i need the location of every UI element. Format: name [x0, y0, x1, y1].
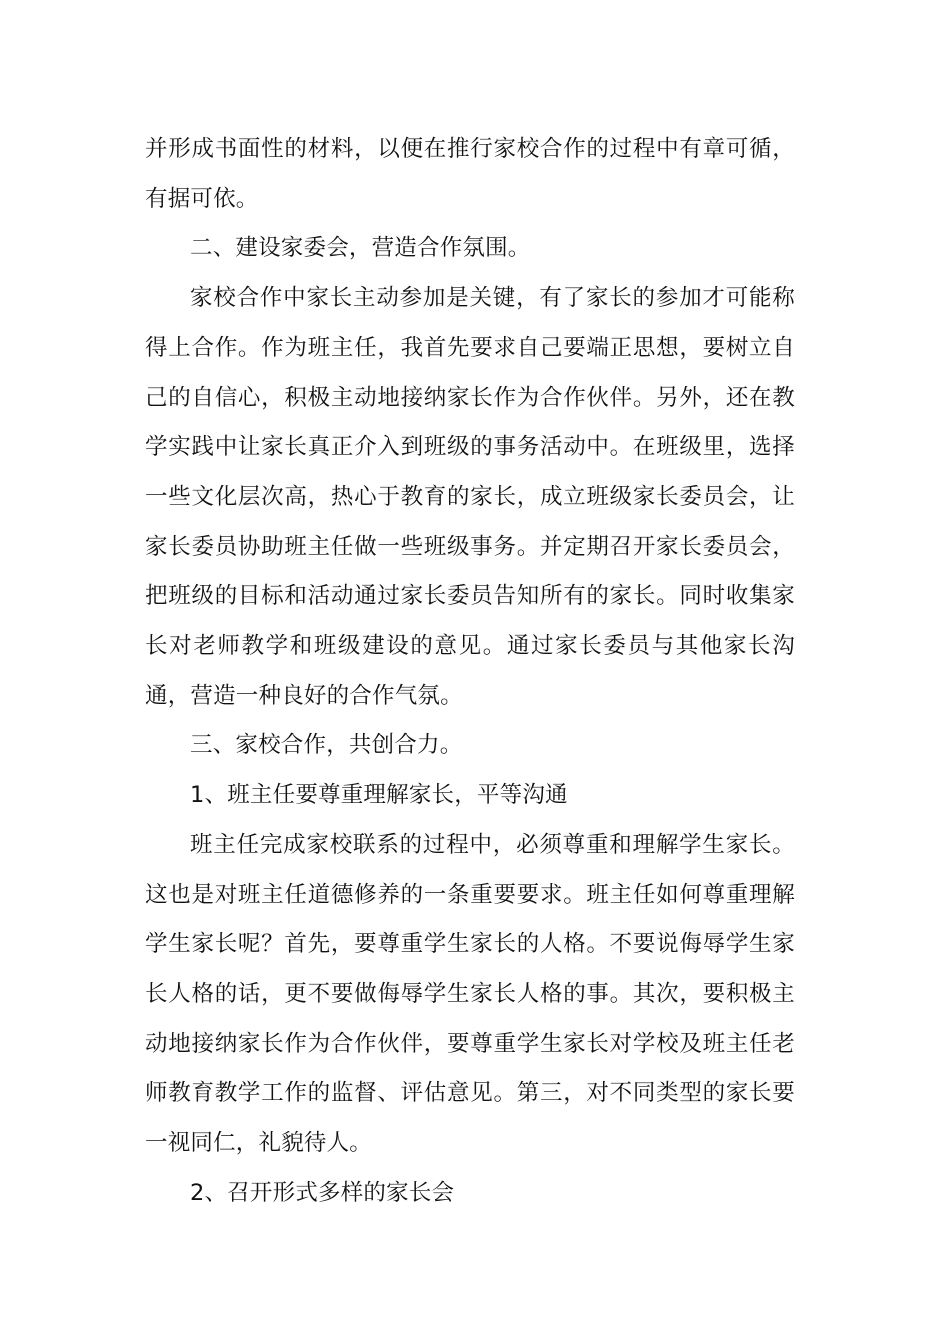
- subheading-2: 2、召开形式多样的家长会: [190, 1179, 455, 1206]
- paragraph-parent-committee: 家校合作中家长主动参加是关键，有了家长的参加才可能称得上合作。作为班主任，我首先要求自己要端正思想，要树立自己的自信心，积极主动地接纳家长作为合作伙伴。另外，还在教学实践中让家长真正介入到班级的事务活动中。在班级里，选择一些文化层次高，热心于教育的家长，成立班级家长委员会，让家长委员协助班主任做一些班级事务。并定期召开家长委员会，把班级的目标和活动通过家长委员告知所有的家长。同时收集家长对老师教学和班级建设的意见。通过家长委员与其他家长沟通，营造一种良好的合作气氛。: [145, 285, 795, 709]
- paragraph-continuation: 并形成书面性的材料，以便在推行家校合作的过程中有章可循，有据可依。: [145, 136, 795, 212]
- paragraph-respect-parents: 班主任完成家校联系的过程中，必须尊重和理解学生家长。这也是对班主任道德修养的一条重要要求。班主任如何尊重理解学生家长呢？首先，要尊重学生家长的人格。不要说侮辱学生家长人格的话，更不要做侮辱学生家长人格的事。其次，要积极主动地接纳家长作为合作伙伴，要尊重学生家长对学校及班主任老师教育教学工作的监督、评估意见。第三，对不同类型的家长要一视同仁，礼貌待人。: [145, 831, 795, 1157]
- section-heading-2: 二、建设家委会，营造合作氛围。: [190, 235, 531, 262]
- section-heading-3: 三、家校合作，共创合力。: [190, 732, 463, 759]
- document-body: [145, 125, 795, 1218]
- subheading-1: 1、班主任要尊重理解家长，平等沟通: [190, 782, 568, 809]
